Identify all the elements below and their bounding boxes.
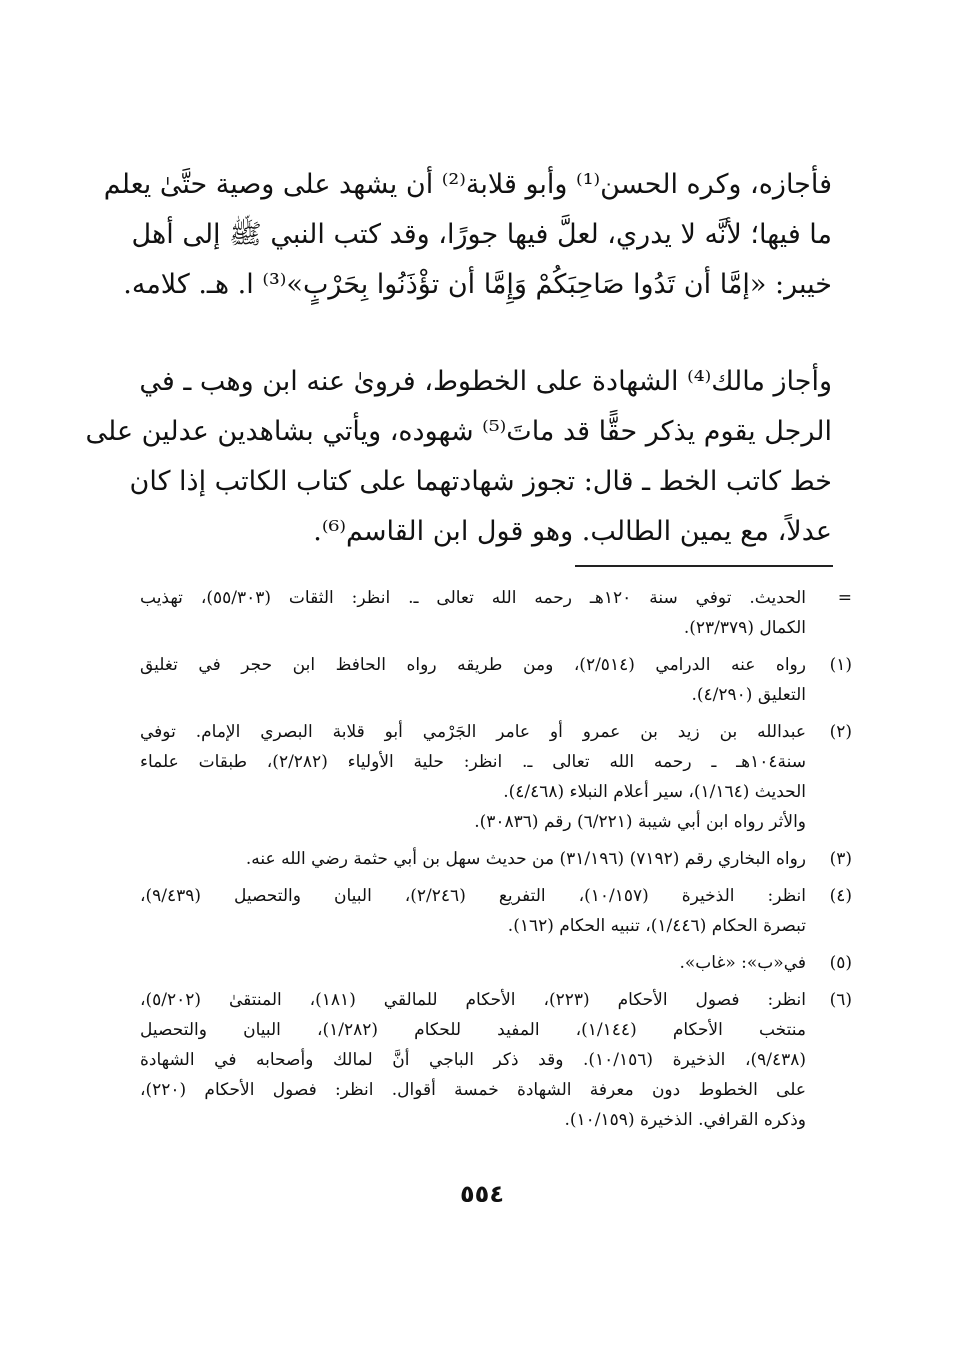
footnote-line: وذكره القرافي. الذخيرة (١٠/١٥٩). — [564, 1110, 806, 1130]
footnote-text — [140, 948, 806, 978]
body-line: خيبر: «إمَّا أن تَدُوا صَاحِبَكُمْ وَإِمَّا أن تؤْذَنُوا بِحَرْبٍ»⁽³⁾ ا. هـ. كلامه. — [123, 269, 832, 300]
body-line: الرجل يقوم يذكر حقًّا قد ماتَ⁽⁵⁾ شهوده، ويأتي بشاهدين عدلين على — [85, 416, 832, 447]
footnote-marker: = — [837, 588, 852, 608]
page-number: ٥٥٤ — [460, 1180, 504, 1208]
footnote-line: التعليق (٤/٢٩٠). — [691, 685, 806, 705]
footnote-text — [140, 717, 806, 837]
footnote-6 — [140, 985, 852, 1135]
footnote-line: على الخطوط دون معرفة الشهادة خمسة أقوال. انظر: فصول الأحكام (٢٢٠)، — [140, 1080, 806, 1100]
body-paragraph-2 — [85, 357, 832, 557]
footnote-line: رواه عنه الدرامي (٢/٥١٤)، ومن طريقه رواه الحافظ ابن حجر في تغليق — [140, 655, 806, 675]
footnote-text — [140, 650, 806, 710]
footnote-line: عبدالله بن زيد بن عمرو أو عامر الجَرْمي أبو قلابة البصري الإمام. توفي — [140, 722, 806, 742]
footnote-line: الكمال (٢٣/٣٧٩). — [683, 618, 806, 638]
footnote-text — [140, 985, 806, 1135]
footnote-5 — [140, 948, 852, 978]
footnote-line: انظر: الذخيرة (١٠/١٥٧)، التفريع (٢/٢٤٦)، البيان والتحصيل (٩/٤٣٩)، — [140, 886, 806, 906]
footnote-marker: (٥) — [829, 953, 852, 973]
footnote-4 — [140, 881, 852, 941]
footnote-marker: (٦) — [829, 990, 852, 1010]
body-line: ما فيها؛ لأنَّه لا يدري، لعلَّ فيها جورًا، وقد كتب النبي ﷺ إلى أهل — [131, 219, 832, 250]
footnote-separator — [575, 565, 833, 567]
footnote-continued — [140, 583, 852, 643]
footnote-line: رواه البخاري رقم (٧١٩٢) (٣١/١٩٦) من حديث سهل بن أبي حثمة رضي الله عنه. — [245, 849, 806, 869]
body-line: خط كاتب الخط ـ قال: تجوز شهادتهما على كتاب الكاتب إذا كان — [129, 466, 832, 497]
footnote-line: (٩/٤٣٨)، الذخيرة (١٠/١٥٦). وقد ذكر الباجي أنَّ لمالك وأصحابه في الشهادة — [140, 1050, 806, 1070]
footnote-1 — [140, 650, 852, 710]
footnote-marker: (٤) — [829, 886, 852, 906]
footnotes-list — [140, 583, 852, 1142]
footnote-3 — [140, 844, 852, 874]
footnote-line: تبصرة الحكام (١/٤٤٦)، تنبيه الحكام (١٦٢). — [507, 916, 806, 936]
body-paragraph-1 — [103, 160, 832, 310]
footnote-line: الحديث. توفي سنة ١٢٠هـ رحمه الله تعالى ـ. انظر: الثقات (٥٥/٣٠٣)، تهذيب — [140, 588, 806, 608]
footnote-text — [140, 844, 806, 874]
body-line: عدلاً، مع يمين الطالب. وهو قول ابن القاسم⁽⁶⁾. — [313, 516, 832, 547]
body-line: فأجازه، وكره الحسن⁽¹⁾ وأبو قلابة⁽²⁾ أن يشهد على وصية حتَّىٰ يعلم — [103, 169, 832, 200]
footnote-text — [140, 881, 806, 941]
body-line: وأجاز مالك⁽⁴⁾ الشهادة على الخطوط، فروىٰ عنه ابن وهب ـ في — [139, 366, 832, 397]
footnote-text — [140, 583, 806, 643]
footnote-marker: (١) — [829, 655, 852, 675]
footnote-line: انظر: فصول الأحكام (٢٢٣)، الأحكام للمالقي (١٨١)، المنتقىٰ (٥/٢٠٢)، — [140, 990, 807, 1010]
footnote-line: الحديث (١/١٦٤)، سير أعلام النبلاء (٤/٤٦٨). — [503, 782, 806, 802]
footnote-line: منتخب الأحكام (١/١٤٤)، المفيد للحكام (١/٢٨٢)، البيان والتحصيل — [140, 1020, 806, 1040]
footnote-line: والأثر رواه ابن أبي شيبة (٦/٢٢١) رقم (٣٠٨٣٦). — [474, 812, 806, 832]
footnote-marker: (٢) — [829, 722, 852, 742]
footnote-line: سنة١٠٤هـ ـ رحمه الله تعالى ـ. انظر: حلية الأولياء (٢/٢٨٢)، طبقات علماء — [140, 752, 806, 772]
footnote-2 — [140, 717, 852, 837]
footnote-line: في«ب»: «غاب». — [679, 953, 806, 973]
footnote-marker: (٣) — [829, 849, 852, 869]
